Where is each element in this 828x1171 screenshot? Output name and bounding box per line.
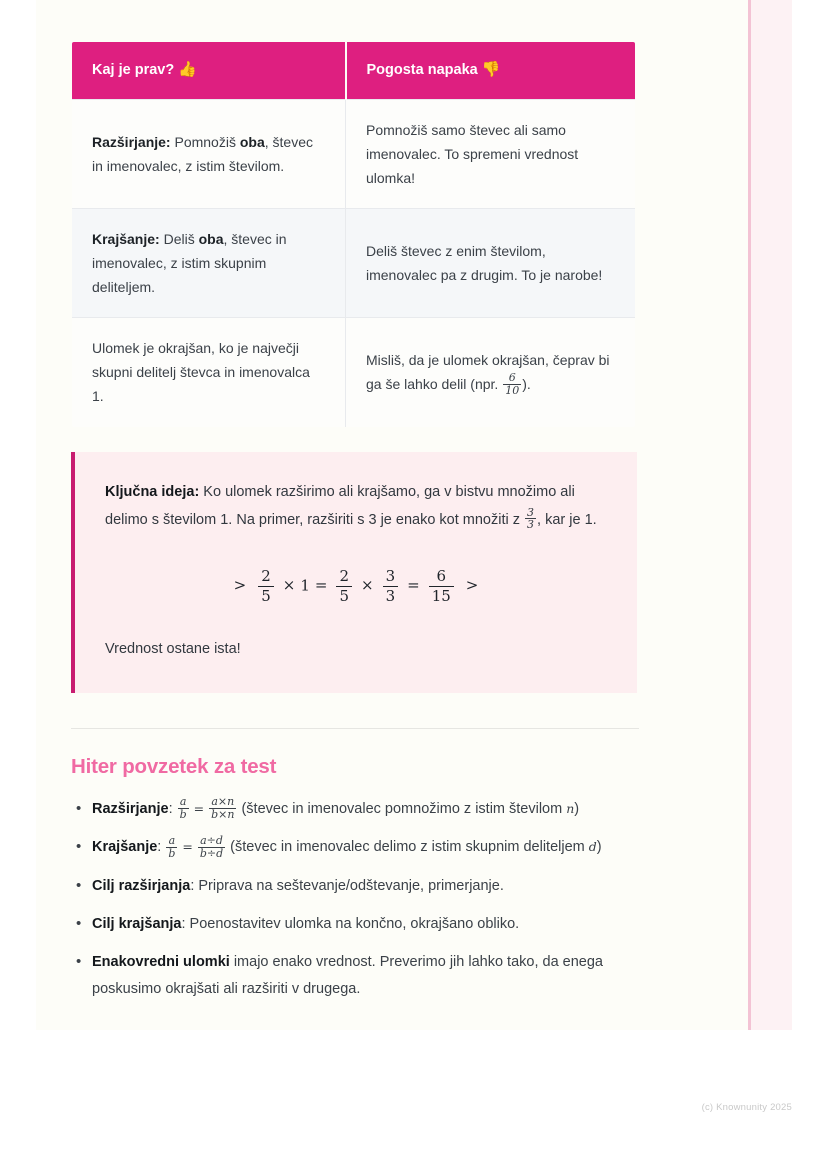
summary-item-0-colon: : (168, 800, 177, 817)
cell-correct-1-text-b: , števec in imenovalec, z istim številom. (92, 133, 313, 174)
equation-fraction-1 (258, 568, 274, 605)
cell-correct-2-text-b: , števec in imenovalec, z istim skupnim deliteljem. (92, 231, 287, 296)
key-idea-callout (71, 452, 637, 693)
list-item (92, 796, 637, 822)
fraction-denominator: 3 (527, 518, 535, 532)
fraction-denominator: 3 (383, 586, 399, 605)
fraction-a-over-b (178, 796, 189, 821)
list-item (92, 949, 637, 1002)
summary-item-1-equals: = (178, 839, 197, 855)
equation-fraction-2 (336, 568, 352, 605)
section-divider (71, 728, 639, 729)
summary-item-1-colon: : (157, 839, 166, 856)
fraction-ad-over-bd (198, 835, 225, 860)
cell-correct-1-lead: Razširjanje: (92, 133, 171, 150)
cell-correct-2 (72, 209, 346, 318)
cell-correct-1-bold: oba (239, 133, 265, 150)
cell-mistake-3-text-a: Misliš, da je ulomek okrajšan, čeprav bi ga še lahko delil (npr. (366, 351, 610, 392)
table-row (72, 318, 636, 427)
cell-mistake-1: Pomnožiš samo števec ali samo imenovalec. To spremeni vrednost ulomka! (346, 99, 636, 208)
key-idea-closing: Vrednost ostane ista! (105, 640, 241, 657)
summary-item-0-variable: n (566, 800, 575, 816)
table-header-mistake-label: Pogosta napaka (366, 62, 478, 78)
fraction-numerator: 3 (527, 505, 535, 519)
cell-correct-1 (72, 99, 346, 208)
document-sheet (36, 0, 748, 1030)
thumbs-up-icon: 👍 (178, 61, 197, 78)
fraction-numerator: a (179, 795, 187, 809)
cell-correct-3: Ulomek je okrajšan, ko je največji skupni delitelj števca in imenovalca 1. (72, 318, 346, 427)
summary-item-2-tail: Priprava na seštevanje/odštevanje, primerjanje. (198, 877, 504, 894)
table-row (72, 99, 636, 208)
fraction-denominator: b×n (211, 808, 235, 822)
fraction-numerator: 6 (436, 567, 447, 586)
cell-mistake-3-text-b: ). (522, 375, 531, 392)
fraction-numerator: a×n (211, 795, 235, 809)
summary-item-0-tail-a: (števec in imenovalec pomnožimo z istim številom (237, 800, 567, 817)
summary-item-3-lead: Cilj krajšanja (92, 916, 182, 933)
thumbs-down-icon: 👎 (481, 61, 501, 78)
fraction-numerator: a (168, 833, 176, 847)
equation-operator-times-1: × (282, 576, 296, 595)
fraction-a-over-b (166, 835, 177, 860)
equation-fraction-4 (429, 568, 454, 605)
list-item (92, 873, 637, 899)
summary-item-1-tail-a: (števec in imenovalec delimo z istim skupnim deliteljem (226, 839, 589, 856)
fraction-numerator: a÷d (200, 833, 223, 847)
fraction-denominator: b (179, 808, 187, 822)
summary-list (71, 796, 637, 1002)
summary-item-1-tail-b: ) (596, 839, 602, 856)
fraction-numerator: 2 (261, 567, 271, 586)
fraction-numerator: 6 (508, 371, 516, 385)
table-header-row (72, 42, 636, 100)
comparison-table (71, 41, 636, 428)
fraction-denominator: 10 (505, 384, 520, 398)
fraction-numerator: 3 (385, 567, 396, 586)
fraction-denominator: 15 (429, 586, 454, 605)
summary-item-3-colon: : (181, 916, 190, 933)
document-content (71, 41, 637, 1014)
summary-item-1-variable: d (588, 839, 597, 855)
table-head (72, 42, 636, 100)
equation-close-angle: > (465, 576, 479, 595)
table-header-correct (72, 42, 346, 100)
equation-equals-1: = (314, 576, 328, 595)
fraction-six-tenths (503, 372, 521, 397)
page-title: Hiter povzetek za test (71, 754, 277, 778)
equation-fraction-3 (383, 568, 399, 605)
summary-item-0-lead: Razširjanje (92, 800, 169, 817)
list-item (92, 834, 637, 860)
equation-block (105, 568, 607, 605)
fraction-an-over-bn (209, 796, 236, 821)
cell-mistake-2: Deliš števec z enim številom, imenovalec pa z drugim. To je narobe! (346, 209, 636, 318)
fraction-numerator: 2 (339, 567, 349, 586)
right-rail-panel (748, 0, 792, 1030)
summary-item-4-lead: Enakovredni ulomki (92, 954, 230, 971)
fraction-denominator: 5 (336, 586, 352, 605)
key-idea-lead: Ključna ideja: (105, 483, 200, 500)
footer-copyright: (c) Knownunity 2025 (701, 1102, 792, 1113)
cell-correct-1-text-a: Pomnožiš (170, 133, 240, 150)
equation-equals-2: = (407, 576, 420, 595)
cell-correct-2-lead: Krajšanje: (92, 231, 160, 248)
fraction-three-thirds (525, 507, 536, 532)
summary-item-0-equals: = (189, 800, 209, 816)
key-idea-body-b: , kar je 1. (537, 511, 597, 528)
summary-item-2-colon: : (190, 877, 199, 894)
summary-item-1-lead: Krajšanje (92, 839, 158, 856)
summary-item-2-lead: Cilj razširjanja (92, 877, 191, 894)
summary-item-4-tail: imajo enako vrednost. Preverimo jih lahko tako, da enega poskusimo okrajšati ali razširiti v drugega. (92, 954, 603, 997)
key-idea-paragraph (105, 478, 607, 535)
equation-open-angle: > (233, 576, 247, 595)
table-row (72, 209, 636, 318)
cell-correct-2-bold: oba (198, 231, 224, 248)
fraction-denominator: b (168, 846, 176, 860)
fraction-denominator: 5 (258, 586, 274, 605)
equation-operator-times-2: × (361, 576, 374, 595)
list-item (92, 911, 637, 937)
table-header-correct-label: Kaj je prav? (92, 62, 175, 78)
table-header-mistake (346, 42, 636, 100)
table-body (72, 99, 636, 427)
cell-mistake-3 (346, 318, 636, 427)
equation-one: 1 (300, 576, 310, 595)
cell-correct-2-text-a: Deliš (159, 231, 199, 248)
key-idea-body-a: Ko ulomek razširimo ali krajšamo, ga v bistvu množimo ali delimo s številom 1. Na primer, razširiti s 3 je enako kot množiti z (105, 483, 575, 528)
fraction-denominator: b÷d (199, 846, 224, 860)
summary-item-3-tail: Poenostavitev ulomka na končno, okrajšano obliko. (189, 916, 520, 933)
summary-item-0-tail-b: ) (574, 800, 580, 817)
